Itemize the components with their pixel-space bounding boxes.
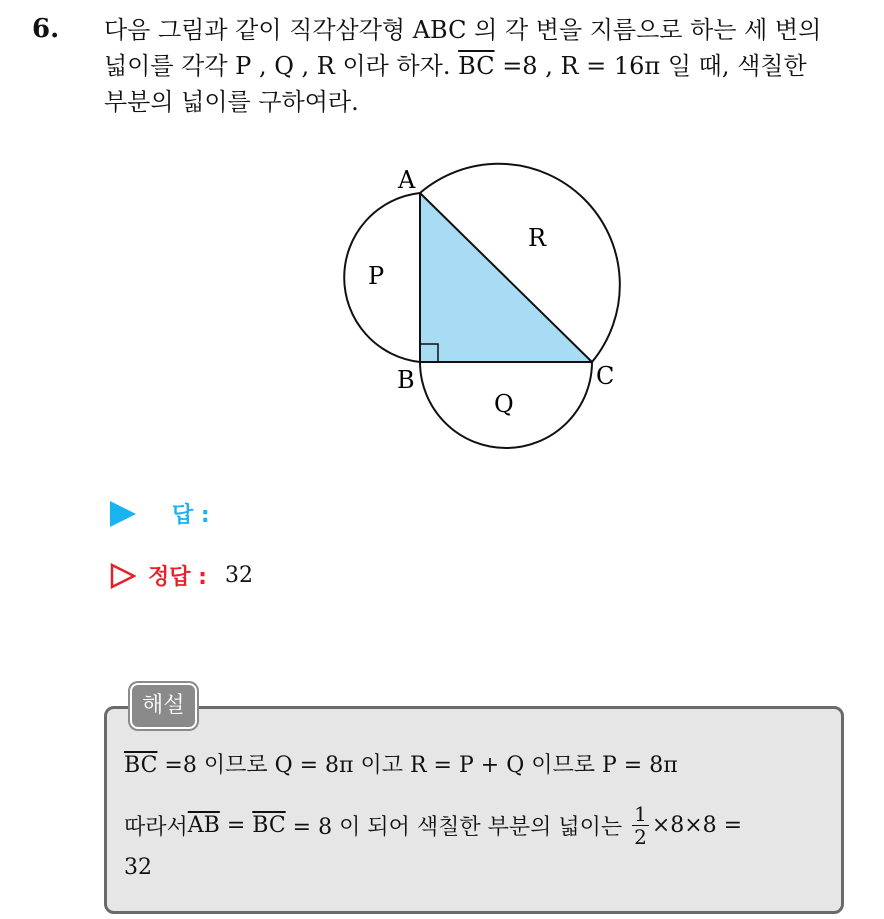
segment-bc: $\overline{BC}$: [124, 753, 158, 778]
question-line-2: [104, 48, 874, 84]
triangle-semicircles-figure: [320, 160, 640, 460]
equals-sign: =: [219, 813, 253, 838]
explanation-line-2-c: ×8×8 =: [651, 813, 743, 838]
fraction-denominator: 2: [634, 825, 647, 849]
segment-bc: $\overline{BC}$: [458, 52, 495, 80]
correct-answer-value: 32: [224, 563, 253, 588]
explanation-line-1: [124, 748, 678, 779]
explanation-line-2-a: 따라서: [124, 815, 188, 840]
question-line-2-b: =8 , R = 16π 일 때, 색칠한: [494, 52, 807, 80]
question-line-3: 부분의 넓이를 구하여라.: [104, 88, 359, 116]
label-b: B: [397, 366, 415, 394]
label-c: C: [596, 362, 615, 390]
explanation-line-1-rest: =8 이므로 Q = 8π 이고 R = P + Q 이므로 P = 8π: [157, 753, 678, 778]
label-a: A: [398, 166, 416, 194]
label-p: P: [368, 262, 385, 290]
fraction-numerator: 1: [634, 802, 647, 826]
explanation-tag: 해설: [130, 683, 197, 729]
explanation-line-3: 32: [124, 855, 152, 880]
answer-row: [110, 498, 210, 529]
question-text: [104, 12, 874, 120]
play-outline-icon: [110, 563, 136, 589]
question-line-2-a: 넓이를 각각 P , Q , R 이라 하자.: [104, 52, 459, 80]
explanation-line-2: [124, 803, 742, 848]
question-number: 6.: [32, 14, 60, 44]
correct-answer-row: [110, 560, 253, 591]
segment-bc: $\overline{BC}$: [252, 813, 286, 838]
question-line-1: 다음 그림과 같이 직각삼각형 ABC 의 각 변을 지름으로 하는 세 변의: [104, 16, 822, 44]
play-icon: [110, 501, 136, 527]
segment-ab: $\overline{AB}$: [187, 813, 220, 838]
label-q: Q: [494, 390, 514, 418]
correct-answer-label: 정답 :: [148, 565, 207, 590]
explanation-line-2-b: = 8 이 되어 색칠한 부분의 넓이는: [285, 815, 630, 840]
answer-label: 답 :: [172, 503, 210, 528]
fraction-one-half: [632, 803, 649, 848]
label-r: R: [528, 224, 547, 252]
